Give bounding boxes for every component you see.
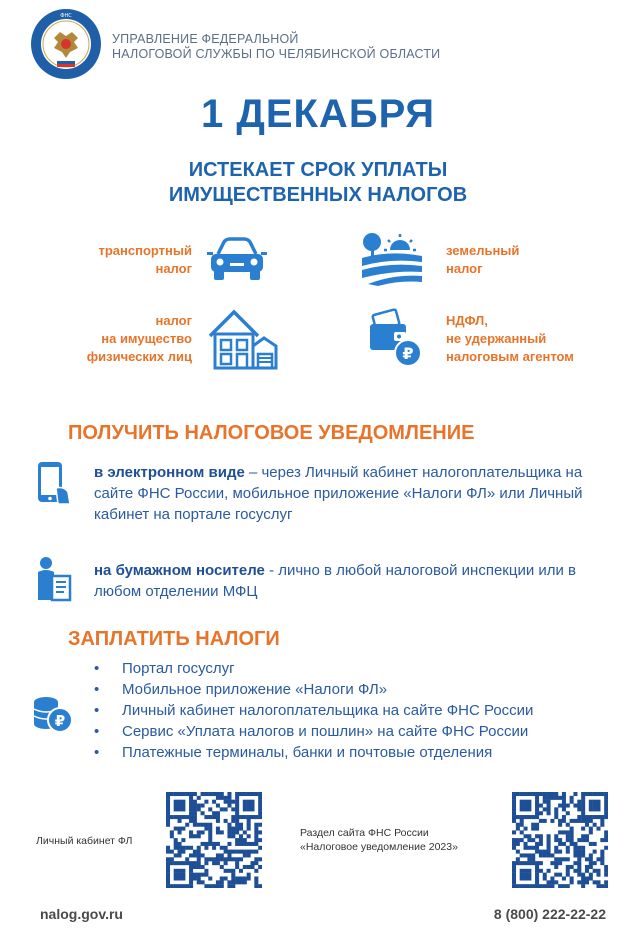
- pay-heading: ЗАПЛАТИТЬ НАЛОГИ: [68, 628, 280, 650]
- pay-method-item: • Мобильное приложение «Налоги ФЛ»: [94, 679, 533, 700]
- page-title: 1 ДЕКАБРЯ: [200, 92, 436, 136]
- svg-text:ФНС: ФНС: [60, 13, 72, 19]
- footer-phone[interactable]: 8 (800) 222-22-22: [493, 906, 606, 922]
- tax-ndfl-line-1: НДФЛ,: [446, 313, 488, 328]
- fns-emblem-icon: [30, 8, 102, 80]
- tax-property-line-3: физических лиц: [86, 349, 192, 364]
- page-subtitle: [0, 158, 636, 208]
- tax-ndfl-line-3: налоговым агентом: [446, 349, 574, 364]
- notice-paper-text: - лично в любой налоговой инспекции или в любом отделении МФЦ: [94, 562, 577, 600]
- notice-electronic: [94, 462, 624, 525]
- org-line-2: НАЛОГОВОЙ СЛУЖБЫ ПО ЧЕЛЯБИНСКОЙ ОБЛАСТИ: [112, 47, 441, 61]
- tax-transport-line-1: транспортный: [98, 243, 192, 258]
- qr-right-label-line-1: Раздел сайта ФНС России: [300, 827, 429, 839]
- tax-ndfl-line-2: не удержанный: [446, 331, 547, 346]
- tax-ndfl-label: [446, 312, 616, 366]
- subtitle-line-2: ИМУЩЕСТВЕННЫХ НАЛОГОВ: [168, 184, 468, 206]
- svg-text:₽: ₽: [402, 344, 414, 363]
- tax-property-label: [60, 312, 192, 366]
- pay-method-item: • Сервис «Уплата налогов и пошлин» на сайте ФНС России: [94, 721, 533, 742]
- tax-property-line-2: на имущество: [101, 331, 192, 346]
- tax-transport-label: [60, 242, 192, 278]
- car-icon: [206, 236, 268, 282]
- notice-electronic-text: – через Личный кабинет налогоплательщика на сайте ФНС России, мобильное приложение «Налоги ФЛ» или Личный кабинет на портале госуслуг: [94, 464, 583, 523]
- pay-method-item: • Платежные терминалы, банки и почтовые отделения: [94, 742, 533, 763]
- pay-methods-list: [94, 658, 533, 763]
- qr-right-label: [300, 826, 458, 854]
- notice-paper-bold: на бумажном носителе: [94, 562, 265, 579]
- notice-heading: ПОЛУЧИТЬ НАЛОГОВОЕ УВЕДОМЛЕНИЕ: [68, 422, 475, 444]
- org-line-1: УПРАВЛЕНИЕ ФЕДЕРАЛЬНОЙ: [112, 32, 299, 46]
- qr-code-tax-notice[interactable]: [512, 792, 608, 888]
- subtitle-line-1: ИСТЕКАЕТ СРОК УПЛАТЫ: [188, 159, 448, 181]
- tax-land-line-1: земельный: [446, 243, 520, 258]
- qr-code-personal-account[interactable]: [166, 792, 262, 888]
- qr-right-label-line-2: «Налоговое уведомление 2023»: [300, 841, 458, 853]
- landscape-icon: [360, 228, 424, 286]
- tax-land-label: [446, 242, 596, 278]
- svg-text:₽: ₽: [54, 712, 66, 730]
- tax-property-line-1: налог: [155, 313, 192, 328]
- tax-transport-line-2: налог: [155, 261, 192, 276]
- house-icon: [206, 306, 278, 372]
- coins-icon: [32, 694, 74, 734]
- pay-method-item: • Портал госуслуг: [94, 658, 533, 679]
- footer-site-link[interactable]: nalog.gov.ru: [40, 906, 123, 922]
- smartphone-icon: [34, 460, 74, 506]
- qr-left-label: Личный кабинет ФЛ: [36, 835, 133, 847]
- notice-paper: [94, 560, 624, 602]
- notice-electronic-bold: в электронном виде: [94, 464, 245, 481]
- person-document-icon: [36, 556, 72, 602]
- wallet-coin-icon: [368, 306, 424, 368]
- pay-method-item: • Личный кабинет налогоплательщика на сайте ФНС России: [94, 700, 533, 721]
- header: [30, 8, 610, 80]
- org-name: [112, 32, 440, 62]
- tax-land-line-2: налог: [446, 261, 483, 276]
